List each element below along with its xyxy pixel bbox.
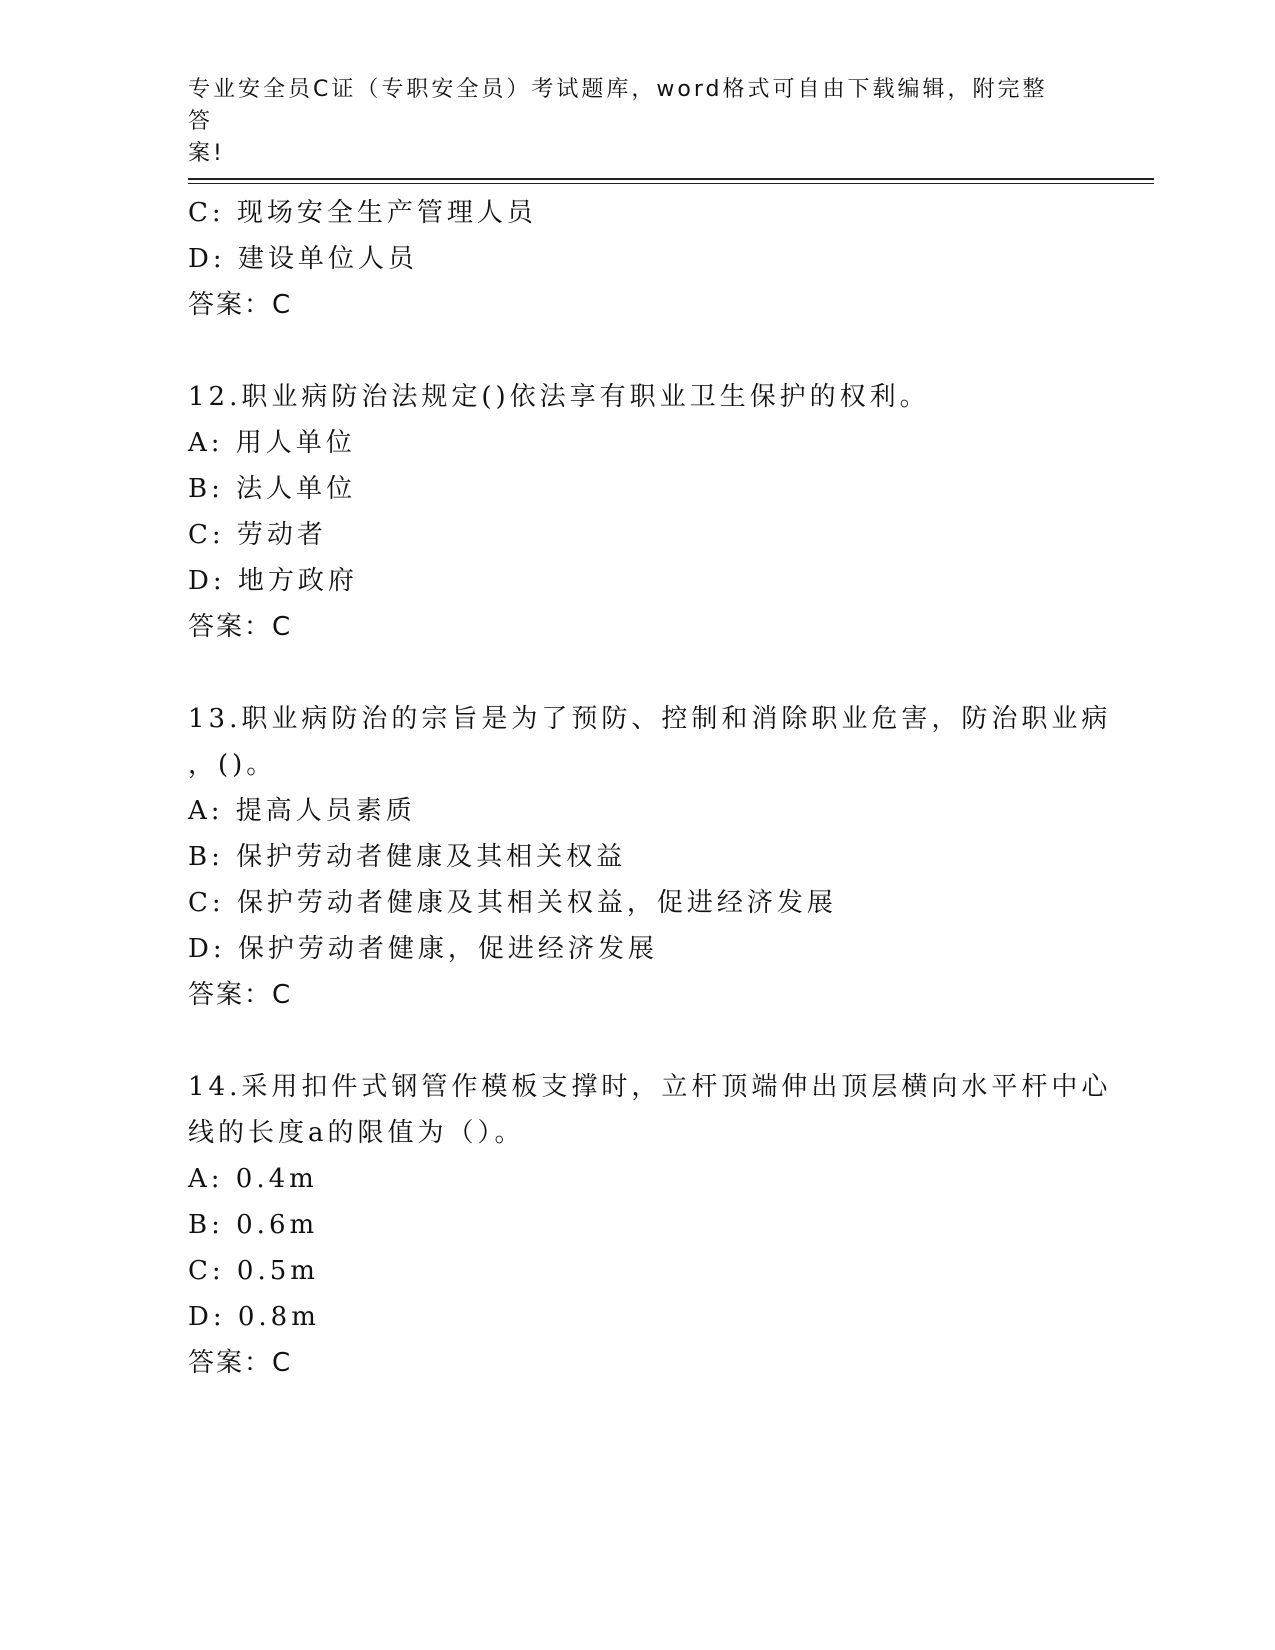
spacer [188,328,1088,374]
question-text: 14.采用扣件式钢管作模板支撑时，立杆顶端伸出顶层横向水平杆中心 [188,1072,1112,1102]
header-rule [188,178,1154,180]
question-text: 12.职业病防治法规定()依法享有职业卫生保护的权利。 [188,382,930,412]
header-line-2: 案! [188,141,225,166]
spacer [188,650,1088,696]
option-d: D: 地方政府 [188,566,358,596]
header-line-1: 专业安全员C证（专职安全员）考试题库，word格式可自由下载编辑，附完整答 [188,77,1048,134]
option-a: A: 提高人员素质 [188,796,416,826]
answer: 答案：C [188,612,293,642]
question-list [188,190,1112,1386]
option-c: C: 现场安全生产管理人员 [188,198,537,228]
question-14 [188,1064,1112,1386]
option-c: C: 保护劳动者健康及其相关权益，促进经济发展 [188,888,837,918]
option-c: C: 劳动者 [188,520,327,550]
question-12 [188,374,1088,650]
question-13 [188,696,1112,1018]
previous-question-tail [188,190,1088,328]
option-a: A: 用人单位 [188,428,356,458]
spacer [188,1018,1088,1064]
option-d: D: 保护劳动者健康，促进经济发展 [188,934,658,964]
page-header [188,74,1068,170]
option-a: A: 0.4m [188,1164,318,1194]
answer: 答案：C [188,1348,293,1378]
option-b: B: 0.6m [188,1210,319,1240]
question-text-cont: ，()。 [188,750,277,780]
question-text: 13.职业病防治的宗旨是为了预防、控制和消除职业危害，防治职业病 [188,704,1112,734]
option-c: C: 0.5m [188,1256,319,1286]
answer: 答案：C [188,290,293,320]
option-d: D: 0.8m [188,1302,320,1332]
answer: 答案：C [188,980,293,1010]
option-b: B: 法人单位 [188,474,357,504]
header-rule-thin [188,183,1154,184]
option-d: D: 建设单位人员 [188,244,418,274]
question-text-cont: 线的长度a的限值为（）。 [188,1118,525,1148]
option-b: B: 保护劳动者健康及其相关权益 [188,842,627,872]
